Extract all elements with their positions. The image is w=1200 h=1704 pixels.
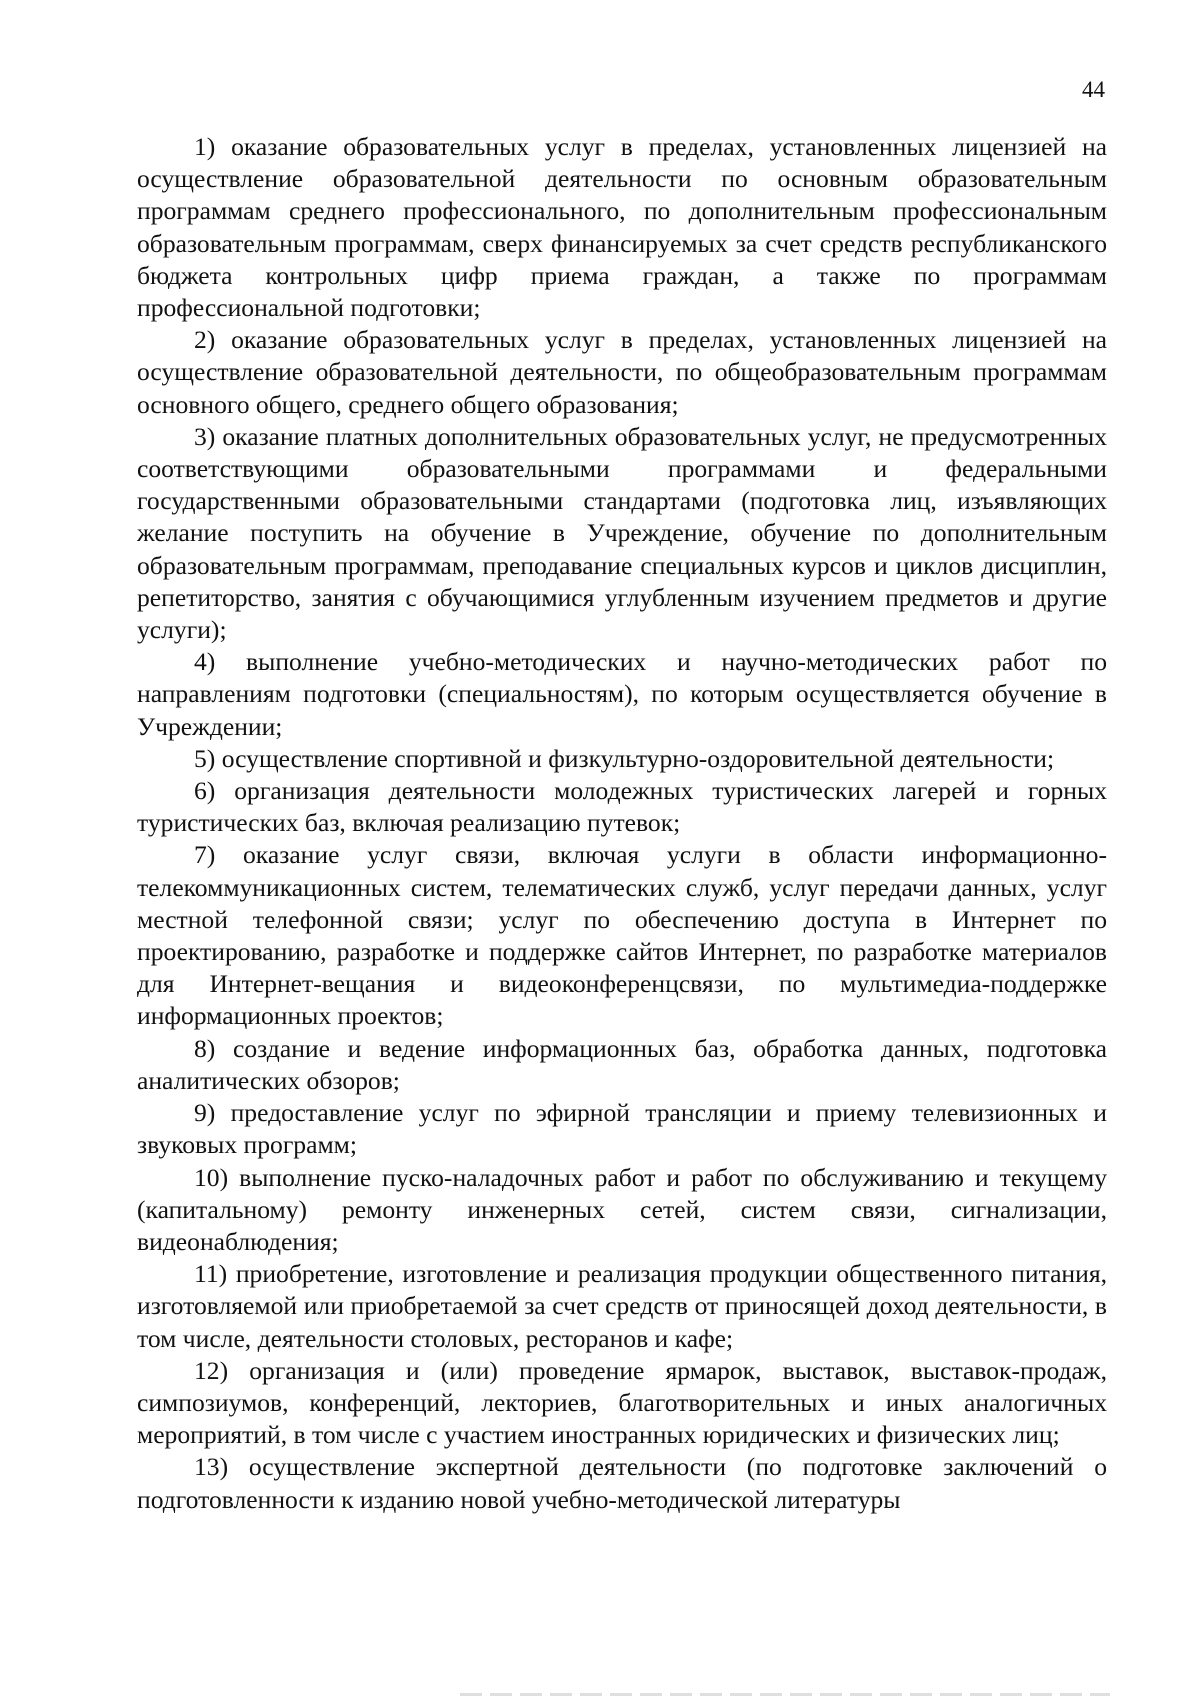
scan-edge-line (460, 1693, 1110, 1696)
list-item-4: 4) выполнение учебно-методических и научно-методических работ по направлениям подготовки (специальностям), по которым осуществляется обучение в Учреждении; (137, 647, 1107, 741)
list-item-11: 11) приобретение, изготовление и реализация продукции общественного питания, изготовляемой или приобретаемой за счет средств от приносящей доход деятельности, в том числе, деятельности столовых, ресторанов и кафе; (137, 1259, 1107, 1353)
list-item-9: 9) предоставление услуг по эфирной трансляции и приему телевизионных и звуковых программ; (137, 1098, 1107, 1160)
list-item-10: 10) выполнение пуско-наладочных работ и работ по обслуживанию и текущему (капитальному) ремонту инженерных сетей, систем связи, сигнализации, видеонаблюдения; (137, 1162, 1107, 1256)
list-item-3: 3) оказание платных дополнительных образовательных услуг, не предусмотренных соответствующими образовательными программами и федеральными государственными образовательными стандартами (подготовка лиц, изъявляющих желание поступить на обучение в Учреждение, обучение по дополнительным образовательным программам, преподавание специальных курсов и циклов дисциплин, репетиторство, занятия с обучающимися углубленным изучением предметов и другие услуги); (137, 421, 1107, 645)
list-item-7: 7) оказание услуг связи, включая услуги в области информационно-телекоммуникационных систем, телематических служб, услуг передачи данных, услуг местной телефонной связи; услуг по обеспечению доступа в Интернет по проектированию, разработке и поддержке сайтов Интернет, по разработке материалов для Интернет-вещания и видеоконференцсвязи, по мультимедиа-поддержке информационных проектов; (137, 840, 1107, 1031)
document-body (137, 131, 1107, 1516)
list-item-5: 5) осуществление спортивной и физкультурно-оздоровительной деятельности; (194, 743, 1055, 773)
list-item-12: 12) организация и (или) проведение ярмарок, выставок, выставок-продаж, симпозиумов, конференций, лекториев, благотворительных и иных аналогичных мероприятий, в том числе с участием иностранных юридических и физических лиц; (137, 1355, 1107, 1450)
list-item-6: 6) организация деятельности молодежных туристических лагерей и горных туристических баз, включая реализацию путевок; (137, 776, 1107, 838)
list-item-8: 8) создание и ведение информационных баз, обработка данных, подготовка аналитических обзоров; (137, 1033, 1107, 1095)
list-item-1: 1) оказание образовательных услуг в пределах, установленных лицензией на осуществление образовательной деятельности по основным образовательным программам среднего профессионального, по дополнительным профессиональным образовательным программам, сверх финансируемых за счет средств республиканского бюджета контрольных цифр приема граждан, а также по программам профессиональной подготовки; (137, 132, 1107, 323)
list-item-2: 2) оказание образовательных услуг в пределах, установленных лицензией на осуществление образовательной деятельности, по общеобразовательным программам основного общего, среднего общего образования; (137, 325, 1107, 419)
page-number: 44 (1082, 77, 1105, 102)
list-item-13: 13) осуществление экспертной деятельности (по подготовке заключений о подготовленности к изданию новой учебно-методической литературы (137, 1452, 1107, 1514)
